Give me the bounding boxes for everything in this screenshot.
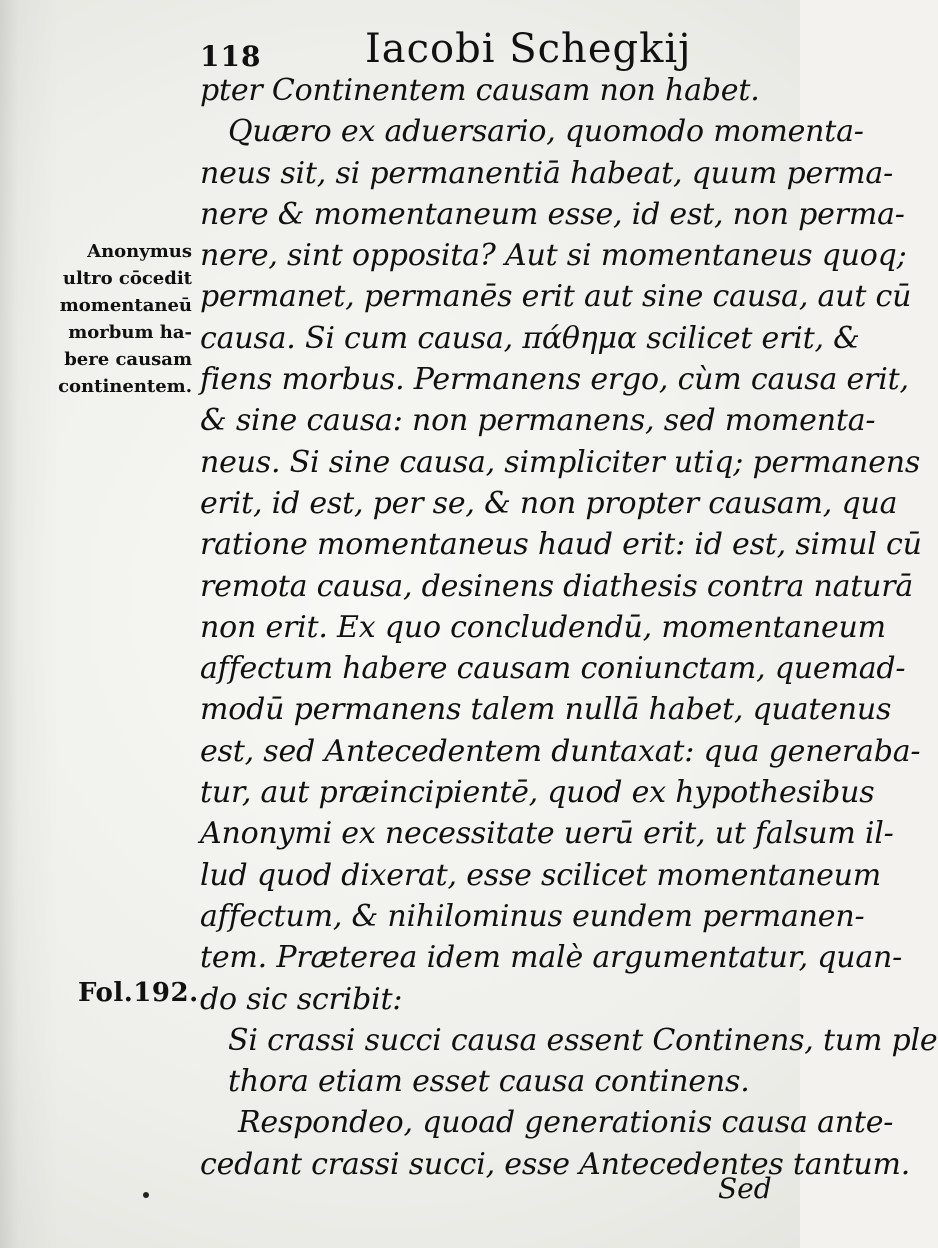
text-line: Anonymi ex necessitate uerū erit, ut falsum il- [200, 816, 894, 852]
text-line: tem. Præterea idem malè argumentatur, quan- [200, 940, 903, 976]
text-line: affectum habere causam coniunctam, quemad- [200, 651, 906, 687]
text-line: pter Continentem causam non habet. [200, 73, 760, 108]
text-line: ratione momentaneus haud erit: id est, simul cū [200, 527, 922, 563]
text-line: est, sed Antecedentem duntaxat: qua generaba- [200, 733, 921, 769]
text-line: nere & momentaneum esse, id est, non perma- [200, 196, 905, 232]
text-line: non erit. Ex quo concludendū, momentaneum [200, 609, 886, 645]
text-line: lud quod dixerat, esse scilicet momentaneum [200, 857, 881, 893]
marginal-note-line: Anonymus [87, 241, 192, 262]
body-text [200, 70, 938, 1185]
marginal-note-line: momentaneū [59, 295, 192, 316]
text-line: permanet, permanēs erit aut sine causa, aut cū [200, 279, 912, 315]
text-line: remota causa, desinens diathesis contra naturā [200, 568, 914, 604]
text-line: nere, sint opposita? Aut si momentaneus quoq; [200, 238, 907, 274]
text-line: Respondeo, quoad generationis causa ante- [238, 1105, 894, 1141]
text-line: thora etiam esset causa continens. [228, 1064, 750, 1100]
marginal-note-line: continentem. [58, 376, 192, 397]
ink-spot [143, 1192, 149, 1198]
folio-reference: Fol.192. [78, 978, 199, 1008]
page-number: 118 [200, 40, 262, 73]
text-line: modū permanens talem nullā habet, quatenus [200, 692, 892, 728]
running-title: Iacobi Schegkij [365, 26, 692, 72]
text-line: & sine causa: non permanens, sed momenta- [200, 403, 876, 439]
marginal-note-line: ultro cōcedit [62, 268, 192, 289]
catchword: Sed [718, 1172, 772, 1205]
text-line: cedant crassi succi, esse Antecedentes tantum. [200, 1146, 911, 1182]
text-line: causa. Si cum causa, πάθημα scilicet erit, & [200, 320, 860, 356]
text-line: Quæro ex aduersario, quomodo momenta- [228, 114, 864, 150]
text-line: fiens morbus. Permanens ergo, cùm causa erit, [200, 362, 909, 398]
text-line: neus sit, si permanentiā habeat, quum perma- [200, 155, 894, 191]
text-line: affectum, & nihilominus eundem permanen- [200, 898, 865, 934]
text-line: neus. Si sine causa, simpliciter utiq; permanens [200, 444, 921, 480]
text-line: erit, id est, per se, & non propter causam, qua [200, 485, 898, 521]
marginal-note-line: bere causam [64, 349, 192, 370]
marginal-note-line: morbum ha- [68, 322, 192, 343]
marginal-note [50, 238, 192, 400]
text-line: do sic scribit: [200, 981, 403, 1017]
text-line: tur, aut præincipientē, quod ex hypothesibus [200, 775, 875, 811]
text-line: Si crassi succi causa essent Continens, tum ple [228, 1022, 938, 1058]
